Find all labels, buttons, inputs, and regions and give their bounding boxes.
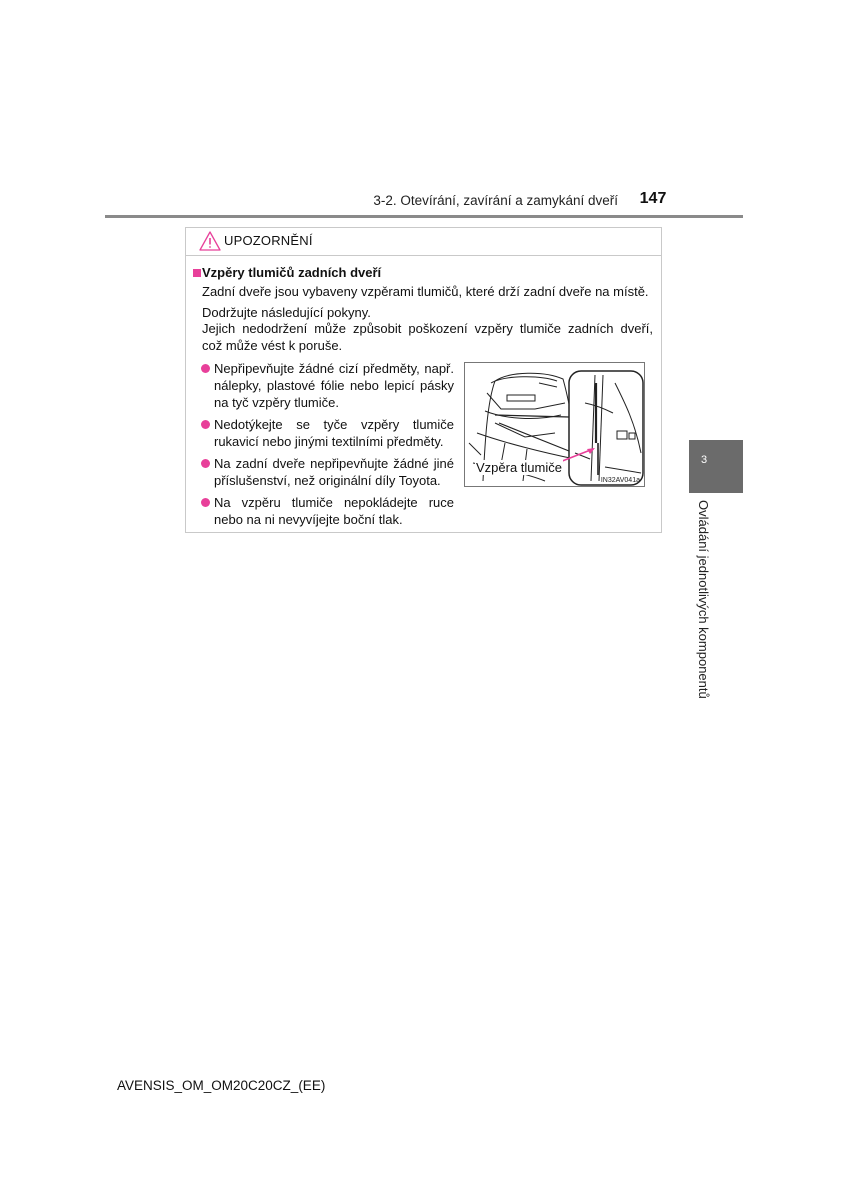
damper-strut-label: Vzpěra tlumiče	[476, 460, 562, 475]
bullet-dot-icon	[201, 498, 210, 507]
chapter-number: 3	[701, 454, 708, 466]
warning-paragraph: Jejich nedodržení může způsobit poškození vzpěry tlumiče zadních dveří,	[202, 321, 653, 336]
warning-bullet-list	[199, 360, 454, 533]
bullet-text: Nepřipevňujte žádné cizí předměty, např. nálepky, plastové fólie nebo lepicí pásky na tyč vzpěry tlumiče.	[214, 361, 454, 410]
warning-paragraph: Dodržujte následující pokyny.	[202, 305, 371, 320]
list-item	[199, 360, 454, 411]
bullet-text: Na zadní dveře nepřipevňujte žádné jiné příslušenství, než originální díly Toyota.	[214, 456, 454, 488]
footer-document-code: AVENSIS_OM_OM20C20CZ_(EE)	[117, 1078, 326, 1093]
bullet-text: Nedotýkejte se tyče vzpěry tlumiče rukavicí nebo jinými textilními předměty.	[214, 417, 454, 449]
list-item	[199, 494, 454, 528]
list-item	[199, 455, 454, 489]
warning-triangle-icon	[199, 231, 221, 251]
warning-box	[185, 227, 662, 533]
warning-header	[186, 228, 661, 256]
bullet-text: Na vzpěru tlumiče nepokládejte ruce nebo na ni nevyvíjejte boční tlak.	[214, 495, 454, 527]
section-marker-icon	[193, 269, 201, 277]
section-header-title: 3-2. Otevírání, zavírání a zamykání dveří	[373, 193, 618, 208]
warning-paragraph: což může vést k poruše.	[202, 338, 343, 353]
bullet-dot-icon	[201, 420, 210, 429]
damper-strut-illustration	[464, 362, 645, 487]
bullet-dot-icon	[201, 459, 210, 468]
bullet-dot-icon	[201, 364, 210, 373]
chapter-title: Ovládání jednotlivých komponentů	[696, 500, 711, 699]
figure-code: IN32AV041a	[600, 477, 640, 484]
page-number: 147	[639, 190, 667, 207]
warning-title: UPOZORNĚNÍ	[224, 233, 313, 248]
warning-section-title: Vzpěry tlumičů zadních dveří	[202, 265, 382, 280]
chapter-tab	[689, 440, 743, 493]
warning-paragraph: Zadní dveře jsou vybaveny vzpěrami tlumičů, které drží zadní dveře na místě.	[202, 284, 649, 299]
list-item	[199, 416, 454, 450]
header-rule	[105, 215, 743, 218]
